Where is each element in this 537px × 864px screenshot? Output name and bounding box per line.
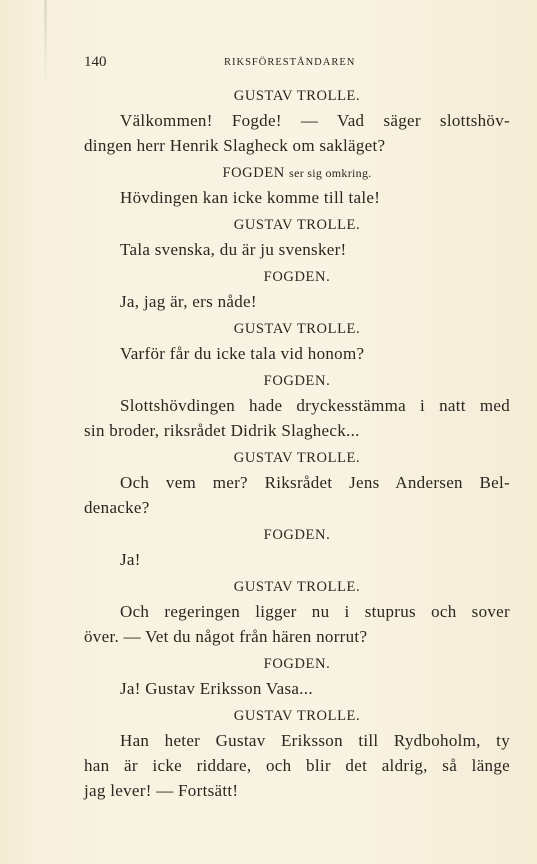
speech-text <box>84 289 510 314</box>
speech-line: Ja, jag är, ers nåde! <box>120 292 257 311</box>
speech-text <box>84 728 510 803</box>
speech-line: jag lever! — Fortsätt! <box>84 781 239 800</box>
dialogue-block <box>84 523 510 572</box>
speaker-name <box>84 317 510 341</box>
speaker-name <box>84 213 510 237</box>
speaker-name <box>84 369 510 393</box>
speaker-label: FOGDEN. <box>263 656 331 672</box>
speech-text <box>84 470 510 520</box>
speaker-name <box>84 704 510 728</box>
speaker-label: GUSTAV TROLLE. <box>233 321 361 337</box>
speaker-label: GUSTAV TROLLE. <box>233 708 361 724</box>
dialogue-text <box>84 84 510 806</box>
dialogue-block <box>84 704 510 803</box>
speaker-label: FOGDEN <box>222 165 285 181</box>
speaker-label: GUSTAV TROLLE. <box>233 217 361 233</box>
speech-line: denacke? <box>84 498 150 517</box>
speech-line: Välkommen! Fogde! — Vad säger slottshöv- <box>120 111 510 130</box>
speech-text <box>84 185 510 210</box>
page-number: 140 <box>84 54 107 70</box>
speech-line: Hövdingen kan icke komme till tale! <box>120 188 381 207</box>
dialogue-block <box>84 161 510 210</box>
speech-text <box>84 547 510 572</box>
dialogue-block <box>84 265 510 314</box>
dialogue-block <box>84 317 510 366</box>
speaker-name <box>84 446 510 470</box>
speaker-name <box>84 652 510 676</box>
speech-line: sin broder, riksrådet Didrik Slagheck... <box>84 421 360 440</box>
dialogue-block <box>84 213 510 262</box>
dialogue-block <box>84 84 510 158</box>
speech-line: Slottshövdingen hade dryckesstämma i natt med <box>120 396 510 415</box>
speech-line: Och regeringen ligger nu i stuprus och sover <box>120 602 510 621</box>
speech-text <box>84 341 510 366</box>
speaker-name <box>84 265 510 289</box>
speaker-label: FOGDEN. <box>263 269 331 285</box>
speech-text <box>84 237 510 262</box>
page-fold-shadow <box>44 0 47 90</box>
dialogue-block <box>84 652 510 701</box>
speech-line: Och vem mer? Riksrådet Jens Andersen Bel- <box>120 473 510 492</box>
speech-line: Han heter Gustav Eriksson till Rydboholm, ty <box>120 731 510 750</box>
speaker-label: GUSTAV TROLLE. <box>233 88 361 104</box>
speech-text <box>84 599 510 649</box>
speaker-name <box>84 575 510 599</box>
speech-text <box>84 393 510 443</box>
speech-text <box>84 108 510 158</box>
dialogue-block <box>84 369 510 443</box>
speech-line: han är icke riddare, och blir det aldrig, så länge <box>84 756 510 775</box>
speech-line: dingen herr Henrik Slagheck om sakläget? <box>84 136 386 155</box>
speaker-label: GUSTAV TROLLE. <box>233 450 361 466</box>
speech-line: över. — Vet du något från hären norrut? <box>84 627 368 646</box>
speaker-name <box>84 84 510 108</box>
speech-line: Ja! Gustav Eriksson Vasa... <box>120 679 313 698</box>
speech-line: Ja! <box>120 550 141 569</box>
speaker-label: FOGDEN. <box>263 373 331 389</box>
speech-text <box>84 676 510 701</box>
speech-line: Varför får du icke tala vid honom? <box>120 344 365 363</box>
speaker-name <box>84 523 510 547</box>
stage-direction: ser sig omkring. <box>289 166 372 180</box>
page-header <box>84 54 510 74</box>
speaker-label: FOGDEN. <box>263 527 331 543</box>
dialogue-block <box>84 575 510 649</box>
running-title: RIKSFÖRESTÅNDAREN <box>224 57 356 68</box>
dialogue-block <box>84 446 510 520</box>
speaker-label: GUSTAV TROLLE. <box>233 579 361 595</box>
speech-line: Tala svenska, du är ju svensker! <box>120 240 347 259</box>
speaker-name <box>84 161 510 185</box>
